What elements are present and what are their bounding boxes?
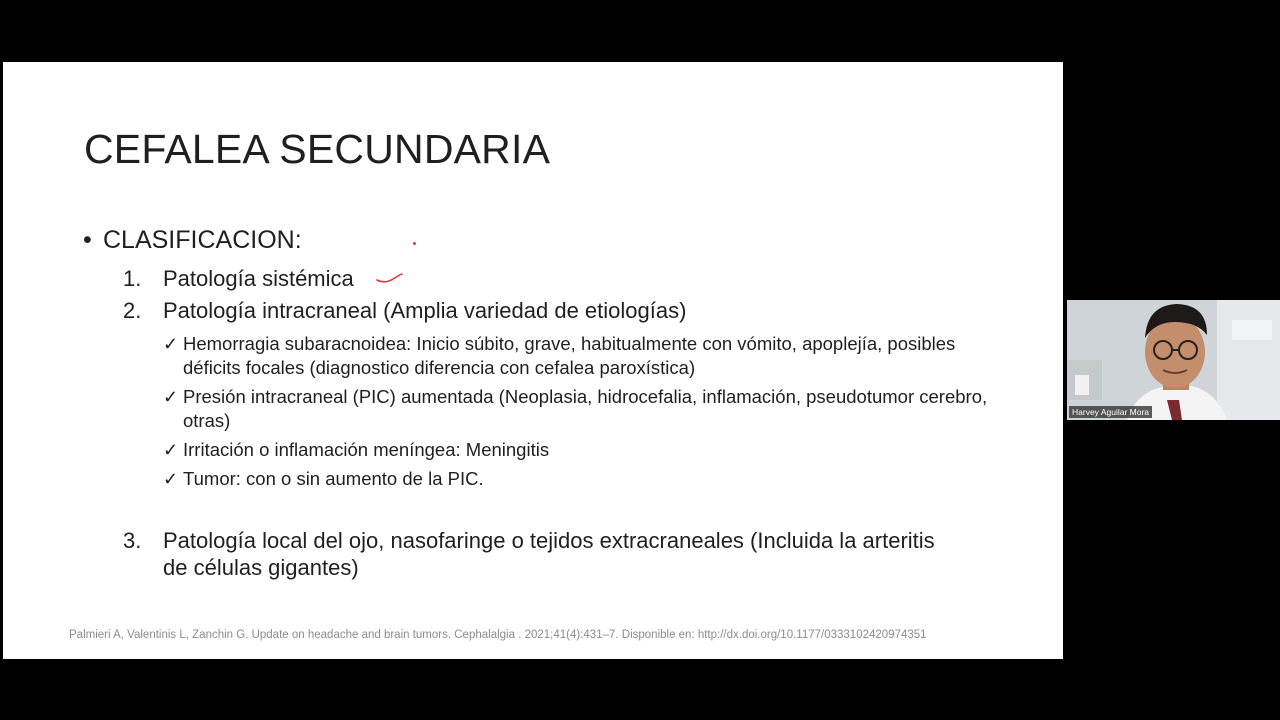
- sub-item-text: Hemorragia subaracnoidea: Inicio súbito, grave, habitualmente con vómito, apoplejía, posibles déficits focales (diagnostico diferencia con cefalea paroxística): [183, 333, 956, 378]
- sub-item-text: Irritación o inflamación meníngea: Meningitis: [183, 439, 550, 460]
- participant-name-label: Harvey Aguilar Mora: [1069, 406, 1152, 418]
- participant-video-tile[interactable]: [1067, 300, 1280, 420]
- item-text: Patología local del ojo, nasofaringe o tejidos extracraneales (Incluida la arteritis de células gigantes): [163, 528, 935, 580]
- bullet-marker: •: [83, 226, 92, 254]
- item-number: 3.: [123, 528, 142, 553]
- item-number: 1.: [123, 266, 142, 291]
- item-number: 2.: [123, 298, 142, 323]
- check-icon: ✓: [163, 387, 179, 407]
- presentation-slide: [3, 62, 1063, 659]
- sub-item-irritacion: [163, 438, 993, 462]
- sub-item-presion: [163, 385, 993, 433]
- item-text: Patología sistémica: [163, 266, 354, 291]
- item-text: Patología intracraneal (Amplia variedad de etiologías): [163, 298, 687, 323]
- numbered-item-2: [123, 297, 963, 324]
- sub-item-tumor: [163, 467, 993, 491]
- check-icon: ✓: [163, 334, 179, 354]
- sub-list: [163, 332, 993, 496]
- check-icon: ✓: [163, 440, 179, 460]
- slide-title: CEFALEA SECUNDARIA: [84, 126, 551, 172]
- annotation-ink-dot: [413, 242, 416, 245]
- participant-video-feed: [1067, 300, 1280, 420]
- bullet-text: CLASIFICACION:: [103, 226, 302, 254]
- numbered-item-3: [123, 527, 963, 581]
- slide-citation: Palmieri A, Valentinis L, Zanchin G. Update on headache and brain tumors. Cephalalgia . 2021;41(4):431–7. Disponible en: http://dx.doi.org/10.1177/0333102420974351: [69, 629, 927, 641]
- sub-item-text: Presión intracraneal (PIC) aumentada (Neoplasia, hidrocefalia, inflamación, pseudotumor cerebro, otras): [183, 386, 988, 431]
- numbered-item-1: [123, 265, 963, 292]
- check-icon: ✓: [163, 469, 179, 489]
- sub-item-hemorragia: [163, 332, 993, 380]
- bullet-classification: [83, 226, 302, 255]
- sub-item-text: Tumor: con o sin aumento de la PIC.: [183, 468, 484, 489]
